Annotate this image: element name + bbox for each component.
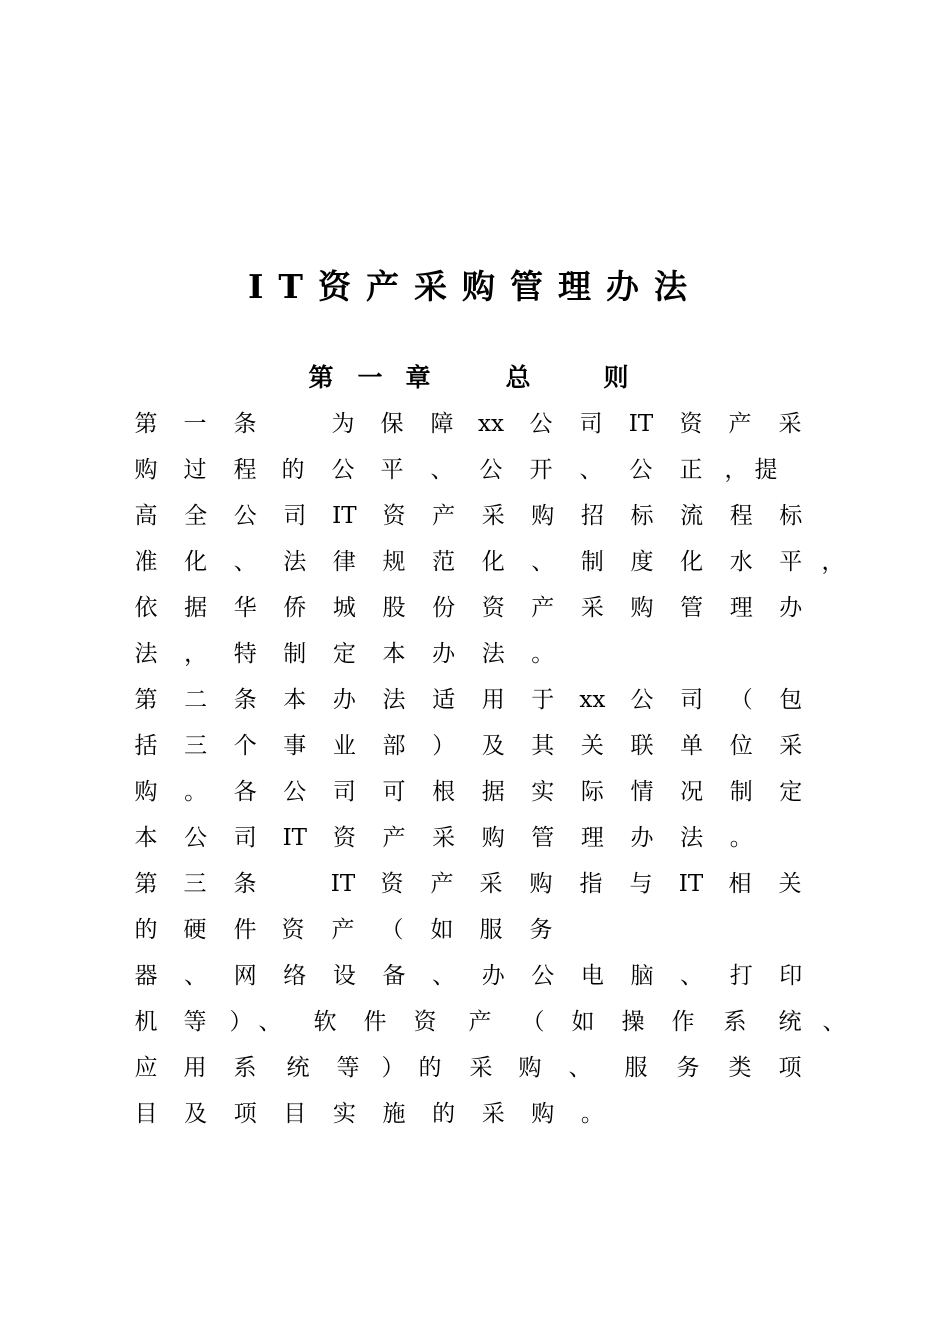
text-char: 关 xyxy=(580,733,604,759)
text-char: 适 xyxy=(432,687,456,713)
text-char: 法 xyxy=(382,687,406,713)
heading-char: 一 xyxy=(357,363,383,392)
text-char: 器 xyxy=(134,963,158,989)
text-char: 如 xyxy=(571,1009,595,1035)
text-char: 障 xyxy=(430,411,454,437)
text-char: 资 xyxy=(413,1009,437,1035)
text-char: 务 xyxy=(676,1055,700,1081)
text-char: 、 xyxy=(258,1009,282,1035)
text-char: 于 xyxy=(531,687,555,713)
text-char: IT xyxy=(330,871,356,897)
text-line xyxy=(0,861,950,907)
text-char: 位 xyxy=(729,733,753,759)
text-line xyxy=(0,401,950,447)
text-char: 系 xyxy=(233,1055,257,1081)
text-char: 过 xyxy=(183,457,207,483)
text-char: 准 xyxy=(134,549,158,575)
text-char: 侨 xyxy=(283,595,307,621)
text-char: 脑 xyxy=(630,963,654,989)
text-line xyxy=(0,999,950,1045)
text-char: 。 xyxy=(184,779,208,805)
text-char: 资 xyxy=(679,411,703,437)
text-char: 。 xyxy=(580,1101,604,1127)
text-char: 范 xyxy=(432,549,456,575)
text-char: 第 xyxy=(134,871,158,897)
text-char: 华 xyxy=(233,595,257,621)
text-char: 制 xyxy=(729,779,753,805)
text-char: 产 xyxy=(728,411,752,437)
text-char: 办 xyxy=(630,825,654,851)
text-char: 采 xyxy=(481,1101,505,1127)
text-char: 购 xyxy=(630,595,654,621)
text-char: 采 xyxy=(580,595,604,621)
text-char: 事 xyxy=(283,733,307,759)
text-char: 司 xyxy=(233,825,257,851)
text-char: 产 xyxy=(432,503,456,529)
text-char: 、 xyxy=(568,1055,592,1081)
text-char: 目 xyxy=(283,1101,307,1127)
text-char: 条 xyxy=(233,411,257,437)
text-char: 系 xyxy=(723,1009,747,1035)
text-line xyxy=(0,585,950,631)
text-char: IT xyxy=(678,871,704,897)
text-char: 资 xyxy=(481,595,505,621)
text-char: 。 xyxy=(531,641,555,667)
text-char: 公 xyxy=(331,457,355,483)
text-char: 资 xyxy=(382,503,406,529)
text-char: 务 xyxy=(529,917,553,943)
text-char: 标 xyxy=(630,503,654,529)
text-char: 与 xyxy=(629,871,653,897)
text-char: 资 xyxy=(332,825,356,851)
text-char: （ xyxy=(380,917,404,943)
heading-char: 第 xyxy=(308,363,334,392)
text-char: 设 xyxy=(332,963,356,989)
text-char: 法 xyxy=(481,641,505,667)
text-char: 办 xyxy=(432,641,456,667)
text-char: 件 xyxy=(233,917,257,943)
text-char: 三 xyxy=(184,733,208,759)
text-char: 机 xyxy=(134,1009,158,1035)
text-char: 资 xyxy=(281,917,305,943)
heading-char: 总 xyxy=(505,363,531,392)
text-char: 服 xyxy=(624,1055,648,1081)
text-char: 司 xyxy=(579,411,603,437)
text-char: 招 xyxy=(580,503,604,529)
text-char: ） xyxy=(432,733,456,759)
text-char: 平 xyxy=(779,549,803,575)
text-char: 联 xyxy=(630,733,654,759)
text-char: 电 xyxy=(580,963,604,989)
text-char: 产 xyxy=(382,825,406,851)
text-line xyxy=(0,539,950,585)
text-char: 采 xyxy=(779,733,803,759)
text-char: 律 xyxy=(332,549,356,575)
text-char: 开 xyxy=(529,457,553,483)
text-char: 。 xyxy=(729,825,753,851)
text-char: 如 xyxy=(430,917,454,943)
text-char: 规 xyxy=(382,549,406,575)
text-char: 平 xyxy=(380,457,404,483)
text-char: 法 xyxy=(134,641,158,667)
text-char: 公 xyxy=(630,687,654,713)
text-char: 各 xyxy=(233,779,257,805)
text-char: IT xyxy=(332,503,357,529)
heading-char: 章 xyxy=(405,363,431,392)
text-char: 办 xyxy=(332,687,356,713)
text-char: xx xyxy=(579,687,606,713)
text-char: 施 xyxy=(382,1101,406,1127)
text-char: ， xyxy=(184,641,208,667)
text-char: 司 xyxy=(680,687,704,713)
text-char: 单 xyxy=(680,733,704,759)
text-char: 制 xyxy=(283,641,307,667)
text-char: 采 xyxy=(469,1055,493,1081)
text-line xyxy=(0,953,950,999)
text-char: 可 xyxy=(382,779,406,805)
text-char: 正 xyxy=(679,457,703,483)
text-char: 的 xyxy=(281,457,305,483)
text-char: 公 xyxy=(531,963,555,989)
text-char: 、 xyxy=(531,549,555,575)
text-char: 况 xyxy=(680,779,704,805)
text-char: 公 xyxy=(283,779,307,805)
text-char: 公 xyxy=(479,457,503,483)
text-char: 公 xyxy=(233,503,257,529)
text-char: 际 xyxy=(580,779,604,805)
text-line xyxy=(0,907,950,953)
text-char: 部 xyxy=(382,733,406,759)
text-char: 业 xyxy=(332,733,356,759)
text-char: 为 xyxy=(331,411,355,437)
text-char: 用 xyxy=(183,1055,207,1081)
text-char: 等 xyxy=(336,1055,360,1081)
text-char: 的 xyxy=(134,917,158,943)
text-char: 购 xyxy=(529,871,553,897)
text-char: 一 xyxy=(183,411,207,437)
text-char: ） xyxy=(381,1055,405,1081)
text-char: 高 xyxy=(134,503,158,529)
text-char: 办 xyxy=(481,963,505,989)
text-char: 管 xyxy=(680,595,704,621)
text-char: 采 xyxy=(481,503,505,529)
text-char: 作 xyxy=(671,1009,695,1035)
text-char: 第 xyxy=(134,687,158,713)
text-char: 公 xyxy=(529,411,553,437)
text-char: xx xyxy=(478,411,504,437)
text-char: 二 xyxy=(184,687,208,713)
text-char: 产 xyxy=(430,871,454,897)
text-char: 城 xyxy=(332,595,356,621)
text-char: 网 xyxy=(233,963,257,989)
text-char: 程 xyxy=(233,457,257,483)
text-line xyxy=(0,631,950,677)
text-char: 情 xyxy=(630,779,654,805)
text-char: 、 xyxy=(822,1009,846,1035)
text-char: 操 xyxy=(621,1009,645,1035)
text-char: IT xyxy=(628,411,654,437)
text-line xyxy=(0,815,950,861)
text-char: 其 xyxy=(531,733,555,759)
text-char: 司 xyxy=(283,503,307,529)
text-char: 应 xyxy=(134,1055,158,1081)
text-char: 备 xyxy=(382,963,406,989)
text-char: （ xyxy=(729,687,753,713)
text-char: 产 xyxy=(531,595,555,621)
text-char: 采 xyxy=(479,871,503,897)
text-char: 特 xyxy=(233,641,257,667)
text-char: 份 xyxy=(432,595,456,621)
text-char: 采 xyxy=(778,411,802,437)
text-char: 程 xyxy=(729,503,753,529)
text-char: 、 xyxy=(184,963,208,989)
heading-char: 则 xyxy=(603,363,629,392)
text-char: 类 xyxy=(728,1055,752,1081)
text-char: 资 xyxy=(380,871,404,897)
text-char: 条 xyxy=(233,687,257,713)
text-line xyxy=(0,769,950,815)
text-char: 件 xyxy=(363,1009,387,1035)
text-line xyxy=(0,1045,950,1091)
text-char: 理 xyxy=(729,595,753,621)
text-char: 目 xyxy=(134,1101,158,1127)
text-char: 股 xyxy=(382,595,406,621)
text-line xyxy=(0,1091,950,1137)
text-char: 等 xyxy=(183,1009,207,1035)
text-char: 条 xyxy=(233,871,257,897)
text-char: 本 xyxy=(283,687,307,713)
text-char: 流 xyxy=(680,503,704,529)
text-char: 第 xyxy=(134,411,158,437)
text-char: 定 xyxy=(332,641,356,667)
text-char: 购 xyxy=(134,457,158,483)
text-char: 、 xyxy=(430,457,454,483)
text-char: 项 xyxy=(233,1101,257,1127)
chapter-heading xyxy=(0,358,950,398)
text-char: 提 xyxy=(754,457,778,483)
text-char: 印 xyxy=(779,963,803,989)
text-char: 理 xyxy=(580,825,604,851)
text-char: 统 xyxy=(286,1055,310,1081)
text-char: 的 xyxy=(418,1055,442,1081)
text-line xyxy=(0,493,950,539)
text-char: 化 xyxy=(680,549,704,575)
text-char: 购 xyxy=(531,503,555,529)
text-char: 及 xyxy=(481,733,505,759)
text-char: 服 xyxy=(479,917,503,943)
text-char: 标 xyxy=(779,503,803,529)
text-char: 办 xyxy=(779,595,803,621)
text-char: 根 xyxy=(432,779,456,805)
text-char: 、 xyxy=(233,549,257,575)
text-char: 全 xyxy=(184,503,208,529)
text-char: 依 xyxy=(134,595,158,621)
text-char: 本 xyxy=(134,825,158,851)
text-char: 购 xyxy=(531,1101,555,1127)
text-char: 硬 xyxy=(183,917,207,943)
text-char: 产 xyxy=(331,917,355,943)
text-char: 定 xyxy=(779,779,803,805)
text-char: 水 xyxy=(729,549,753,575)
text-char: 三 xyxy=(183,871,207,897)
text-char: 购 xyxy=(134,779,158,805)
text-char: 化 xyxy=(184,549,208,575)
text-char: 公 xyxy=(184,825,208,851)
text-char: ， xyxy=(724,457,748,483)
text-char: 管 xyxy=(531,825,555,851)
text-char: 软 xyxy=(313,1009,337,1035)
text-char: 及 xyxy=(184,1101,208,1127)
text-line xyxy=(0,447,950,493)
text-char: 司 xyxy=(332,779,356,805)
text-char: 包 xyxy=(779,687,803,713)
text-char: 、 xyxy=(680,963,704,989)
text-char: 法 xyxy=(283,549,307,575)
text-line xyxy=(0,723,950,769)
text-char: 打 xyxy=(729,963,753,989)
text-line xyxy=(0,677,950,723)
text-char: 化 xyxy=(481,549,505,575)
text-char: IT xyxy=(282,825,308,851)
text-char: 、 xyxy=(579,457,603,483)
text-char: 据 xyxy=(481,779,505,805)
text-char: 度 xyxy=(630,549,654,575)
text-char: （ xyxy=(521,1009,545,1035)
text-char: 相 xyxy=(728,871,752,897)
text-char: 采 xyxy=(432,825,456,851)
text-char: ） xyxy=(229,1009,253,1035)
text-char: 购 xyxy=(518,1055,542,1081)
text-char: 指 xyxy=(579,871,603,897)
text-char: 制 xyxy=(580,549,604,575)
text-char: 据 xyxy=(184,595,208,621)
text-char: 个 xyxy=(233,733,257,759)
text-char: 保 xyxy=(380,411,404,437)
document-title: IT资产采购管理办法 xyxy=(248,267,702,306)
text-char: 法 xyxy=(680,825,704,851)
text-char: 本 xyxy=(382,641,406,667)
text-char: 的 xyxy=(432,1101,456,1127)
text-char: 项 xyxy=(778,1055,802,1081)
text-char: 、 xyxy=(432,963,456,989)
text-char: 公 xyxy=(629,457,653,483)
text-char: 关 xyxy=(778,871,802,897)
text-char: 购 xyxy=(481,825,505,851)
text-char: 产 xyxy=(468,1009,492,1035)
text-char: ， xyxy=(821,549,845,575)
text-char: 统 xyxy=(778,1009,802,1035)
text-char: 实 xyxy=(332,1101,356,1127)
text-char: 实 xyxy=(531,779,555,805)
text-char: 括 xyxy=(134,733,158,759)
text-char: 络 xyxy=(283,963,307,989)
text-char: 用 xyxy=(481,687,505,713)
